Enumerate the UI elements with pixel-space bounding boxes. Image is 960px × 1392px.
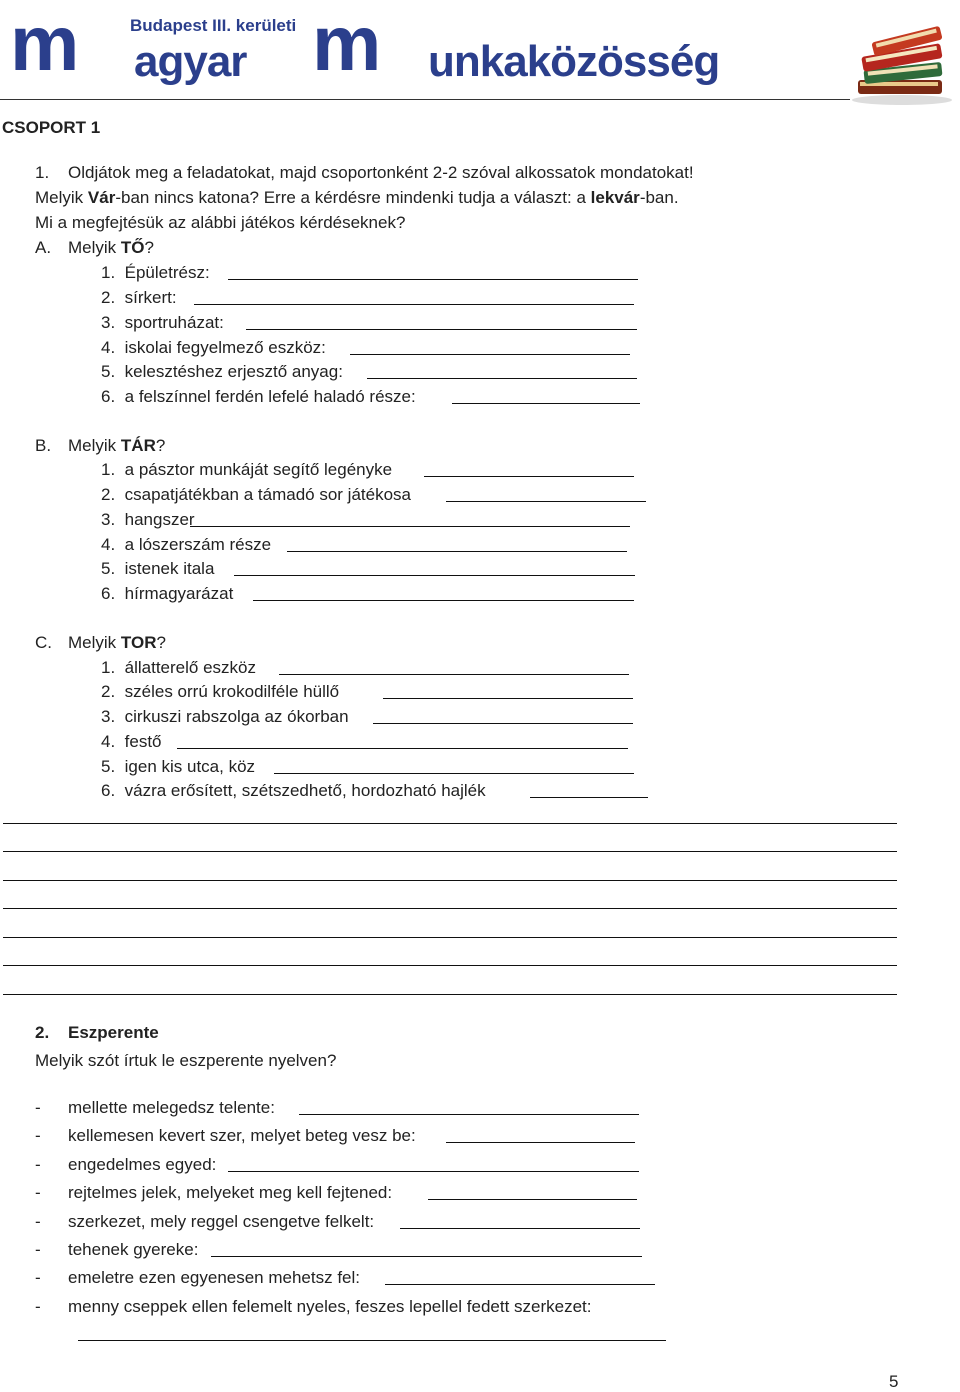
group-title: CSOPORT 1: [2, 118, 101, 137]
task2-title: Eszperente: [68, 1023, 159, 1042]
a-item-1: [101, 263, 210, 283]
answer-line[interactable]: [234, 575, 635, 576]
logo-word-agyar: agyar: [134, 37, 247, 86]
logo-word-munkakozosseg: unkaközösség: [428, 37, 720, 86]
dash: -: [35, 1212, 41, 1231]
c-item-1: [101, 658, 256, 678]
item-text: hangszer: [124, 510, 195, 529]
task2-question: Melyik szót írtuk le eszperente nyelven?: [35, 1051, 337, 1070]
answer-line[interactable]: [452, 403, 640, 404]
answer-line[interactable]: [367, 378, 637, 379]
b-item-6: [101, 584, 233, 604]
item-text: széles orrú krokodilféle hüllő: [124, 682, 340, 701]
item-number: 4.: [101, 338, 116, 357]
answer-line[interactable]: [78, 1340, 666, 1341]
answer-line[interactable]: [373, 723, 633, 724]
task1-number: 1.: [35, 163, 50, 182]
item-text: festő: [124, 732, 162, 751]
item-number: 5.: [101, 362, 116, 381]
b-item-4: [101, 535, 271, 555]
item-number: 1.: [101, 263, 116, 282]
writing-line[interactable]: [3, 908, 897, 909]
item-number: 2.: [101, 288, 116, 307]
logo-letter-m2: m: [312, 0, 380, 87]
answer-line[interactable]: [177, 748, 628, 749]
a-item-2: [101, 288, 177, 308]
answer-line[interactable]: [446, 1142, 635, 1143]
heading-text: Melyik: [68, 436, 121, 455]
item-number: 1.: [101, 658, 116, 677]
task2-number: 2.: [35, 1023, 50, 1042]
item-number: 2.: [101, 485, 116, 504]
answer-line[interactable]: [228, 1171, 639, 1172]
item-text: a felszínnel ferdén lefelé haladó része:: [124, 387, 416, 406]
item-text: istenek itala: [124, 559, 215, 578]
item-number: 3.: [101, 313, 116, 332]
c-item-6: [101, 781, 486, 801]
c-item-2: [101, 682, 339, 702]
dash: -: [35, 1183, 41, 1202]
b-item-1: [101, 460, 392, 480]
page-header: [0, 0, 960, 110]
answer-line[interactable]: [287, 551, 627, 552]
answer-line[interactable]: [246, 329, 637, 330]
writing-line[interactable]: [3, 880, 897, 881]
heading-bold: TOR: [120, 633, 157, 652]
item-number: 4.: [101, 535, 116, 554]
item-text: iskolai fegyelmező eszköz:: [124, 338, 326, 357]
writing-line[interactable]: [3, 965, 897, 966]
item-text: sírkert:: [124, 288, 177, 307]
answer-line[interactable]: [424, 476, 634, 477]
answer-line[interactable]: [190, 526, 630, 527]
example-text: -ban.: [639, 188, 679, 207]
dash: -: [35, 1240, 41, 1259]
item-text: a lószerszám része: [124, 535, 272, 554]
example-text: Melyik: [35, 188, 88, 207]
item-text: állatterelő eszköz: [124, 658, 256, 677]
logo-letter-m: m: [10, 0, 78, 87]
section-a-letter: A.: [35, 238, 52, 257]
heading-text: Melyik: [68, 633, 121, 652]
b-item-2: [101, 485, 411, 505]
e-item-4: rejtelmes jelek, melyeket meg kell fejtened:: [68, 1183, 393, 1202]
answer-line[interactable]: [299, 1114, 639, 1115]
answer-line[interactable]: [428, 1199, 637, 1200]
item-text: cirkuszi rabszolga az ókorban: [124, 707, 349, 726]
example-text: -ban nincs katona? Erre a kérdésre mindenki tudja a választ: a: [115, 188, 591, 207]
heading-text: ?: [144, 238, 154, 257]
dash: -: [35, 1098, 41, 1117]
c-item-3: [101, 707, 349, 727]
dash: -: [35, 1155, 41, 1174]
e-item-6: tehenek gyereke:: [68, 1240, 199, 1259]
heading-text: ?: [155, 436, 166, 455]
answer-line[interactable]: [211, 1256, 642, 1257]
answer-line[interactable]: [446, 501, 646, 502]
logo-subtitle: Budapest III. kerületi: [130, 16, 297, 35]
b-item-3: [101, 510, 195, 530]
dash: -: [35, 1126, 41, 1145]
a-item-4: [101, 338, 326, 358]
dash: -: [35, 1297, 41, 1316]
answer-line[interactable]: [228, 279, 638, 280]
a-item-3: [101, 313, 224, 333]
item-number: 4.: [101, 732, 116, 751]
e-item-8: menny cseppek ellen felemelt nyeles, feszes lepellel fedett szerkezet:: [68, 1297, 592, 1316]
answer-line[interactable]: [400, 1228, 640, 1229]
heading-text: ?: [156, 633, 166, 652]
item-number: 2.: [101, 682, 116, 701]
e-item-1: mellette melegedsz telente:: [68, 1098, 275, 1117]
c-item-5: [101, 757, 255, 777]
heading-text: Melyik: [68, 238, 121, 257]
item-number: 6.: [101, 781, 116, 800]
heading-bold: TÁR: [120, 436, 156, 455]
section-a-heading: [68, 238, 154, 258]
task1-instruction: Oldjátok meg a feladatokat, majd csoportonként 2-2 szóval alkossatok mondatokat!: [68, 163, 694, 182]
answer-line[interactable]: [274, 773, 634, 774]
item-number: 1.: [101, 460, 116, 479]
example-bold: lekvár: [590, 188, 640, 207]
e-item-5: szerkezet, mely reggel csengetve felkelt:: [68, 1212, 375, 1231]
item-text: Épületrész:: [124, 263, 210, 282]
item-number: 3.: [101, 510, 116, 529]
answer-line[interactable]: [279, 674, 629, 675]
answer-line[interactable]: [350, 354, 630, 355]
answer-line[interactable]: [253, 600, 634, 601]
books-icon: [848, 18, 956, 108]
answer-line[interactable]: [383, 698, 633, 699]
item-number: 6.: [101, 584, 116, 603]
item-text: csapatjátékban a támadó sor játékosa: [124, 485, 411, 504]
item-number: 5.: [101, 757, 116, 776]
b-item-5: [101, 559, 214, 579]
answer-line[interactable]: [530, 797, 648, 798]
writing-line[interactable]: [3, 823, 897, 824]
a-item-6: [101, 387, 416, 407]
heading-bold: TŐ: [120, 238, 145, 257]
writing-line[interactable]: [3, 937, 897, 938]
item-number: 6.: [101, 387, 116, 406]
example-bold: Vár: [87, 188, 116, 207]
dash: -: [35, 1268, 41, 1287]
answer-line[interactable]: [194, 304, 634, 305]
item-number: 5.: [101, 559, 116, 578]
a-item-5: [101, 362, 343, 382]
item-text: igen kis utca, köz: [124, 757, 256, 776]
e-item-7: emeletre ezen egyenesen mehetsz fel:: [68, 1268, 361, 1287]
item-text: kelesztéshez erjesztő anyag:: [124, 362, 343, 381]
item-text: sportruházat:: [124, 313, 224, 332]
writing-line[interactable]: [3, 994, 897, 995]
section-c-heading: [68, 633, 166, 653]
item-number: 3.: [101, 707, 116, 726]
header-divider: [0, 99, 850, 100]
item-text: a pásztor munkáját segítő legényke: [124, 460, 393, 479]
section-b-letter: B.: [35, 436, 52, 455]
item-text: hírmagyarázat: [124, 584, 234, 603]
section-c-letter: C.: [35, 633, 52, 652]
e-item-2: kellemesen kevert szer, melyet beteg vesz be:: [68, 1126, 416, 1145]
c-item-4: [101, 732, 162, 752]
writing-line[interactable]: [3, 851, 897, 852]
section-b-heading: [68, 436, 165, 456]
task1-example: [35, 188, 679, 208]
answer-line[interactable]: [385, 1284, 655, 1285]
item-text: vázra erősített, szétszedhető, hordozható hajlék: [124, 781, 486, 800]
e-item-3: engedelmes egyed:: [68, 1155, 217, 1174]
task1-question: Mi a megfejtésük az alábbi játékos kérdéseknek?: [35, 213, 406, 232]
page-number: 5: [889, 1372, 899, 1391]
